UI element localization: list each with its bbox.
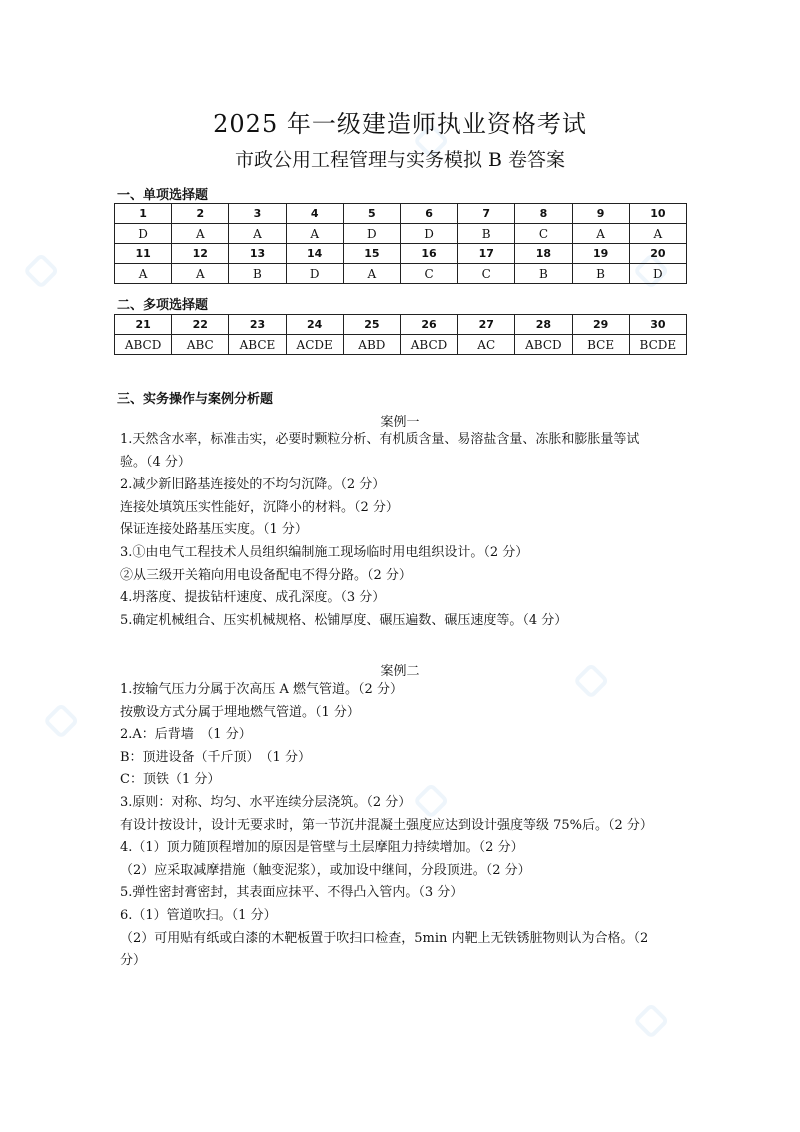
- table-row: [115, 224, 687, 244]
- question-number: 5: [343, 204, 400, 224]
- case2-answers: [120, 679, 690, 973]
- question-number: 20: [629, 244, 686, 264]
- answer-line: C：顶铁（1 分）: [120, 772, 221, 788]
- answer-cell: A: [172, 264, 229, 284]
- question-number: 9: [572, 204, 629, 224]
- answer-cell: A: [343, 264, 400, 284]
- case2-title: 案例二: [380, 664, 420, 679]
- case1-title: 案例一: [380, 415, 420, 430]
- section-case-analysis: 三、实务操作与案例分析题: [117, 392, 274, 407]
- question-number: 26: [400, 315, 457, 335]
- table-row: [115, 204, 687, 224]
- answer-cell: B: [458, 224, 515, 244]
- answer-line: （2）可用贴有纸或白漆的木靶板置于吹扫口检查，5min 内靶上无铁锈脏物则认为合格。（2: [120, 930, 649, 946]
- multi-choice-table: [114, 314, 687, 355]
- question-number: 19: [572, 244, 629, 264]
- watermark-logo: [410, 32, 540, 162]
- answer-cell: D: [115, 224, 172, 244]
- case1-answers: [120, 429, 690, 632]
- question-number: 4: [286, 204, 343, 224]
- question-number: 23: [229, 315, 286, 335]
- answer-line: 有设计按设计，设计无要求时，第一节沉井混凝土强度应达到设计强度等级 75%后。（2 分）: [120, 817, 653, 833]
- question-number: 10: [629, 204, 686, 224]
- answer-line: 1.天然含水率，标准击实，必要时颗粒分析、有机质含量、易溶盐含量、冻胀和膨胀量等试: [120, 432, 640, 447]
- answer-line: 3.原则：对称、均匀、水平连续分层浇筑。（2 分）: [120, 794, 412, 810]
- table-row: [115, 335, 687, 355]
- answer-cell: D: [286, 264, 343, 284]
- answer-cell: B: [572, 264, 629, 284]
- answer-line: 2.A：后背墙 （1 分）: [120, 727, 252, 743]
- answer-cell: BCDE: [629, 335, 686, 355]
- answer-line: 3.①由电气工程技术人员组织编制施工现场临时用电组织设计。（2 分）: [120, 544, 529, 560]
- question-number: 6: [400, 204, 457, 224]
- section-multi-choice: 二、多项选择题: [117, 298, 209, 313]
- answer-cell: ABCD: [400, 335, 457, 355]
- answer-cell: A: [629, 224, 686, 244]
- answer-line: 4.坍落度、提拔钻杆速度、成孔深度。（3 分）: [120, 590, 386, 606]
- answer-line: 按敷设方式分属于埋地燃气管道。（1 分）: [120, 704, 360, 720]
- table-row: [115, 244, 687, 264]
- question-number: 1: [115, 204, 172, 224]
- single-choice-table: [114, 203, 687, 284]
- answer-line: B：顶进设备（千斤顶） （1 分）: [120, 749, 311, 765]
- answer-cell: C: [400, 264, 457, 284]
- answer-line: 验。（4 分）: [120, 454, 191, 470]
- question-number: 30: [629, 315, 686, 335]
- answer-cell: ABC: [172, 335, 229, 355]
- answer-line: 保证连接处路基压实度。（1 分）: [120, 522, 308, 538]
- question-number: 17: [458, 244, 515, 264]
- table-row: [115, 264, 687, 284]
- question-number: 27: [458, 315, 515, 335]
- question-number: 2: [172, 204, 229, 224]
- answer-cell: ABCD: [515, 335, 572, 355]
- answer-cell: BCE: [572, 335, 629, 355]
- answer-cell: B: [515, 264, 572, 284]
- answer-cell: A: [572, 224, 629, 244]
- question-number: 15: [343, 244, 400, 264]
- answer-line: 5.确定机械组合、压实机械规格、松铺厚度、碾压遍数、碾压速度等。（4 分）: [120, 612, 568, 628]
- answer-cell: B: [229, 264, 286, 284]
- answer-cell: ABCD: [115, 335, 172, 355]
- question-number: 21: [115, 315, 172, 335]
- question-number: 11: [115, 244, 172, 264]
- answer-line: 2.减少新旧路基连接处的不均匀沉降。（2 分）: [120, 477, 386, 493]
- answer-cell: ABCE: [229, 335, 286, 355]
- section-single-choice: 一、单项选择题: [117, 188, 209, 203]
- answer-cell: A: [229, 224, 286, 244]
- answer-line: ②从三级开关箱向用电设备配电不得分路。（2 分）: [120, 567, 412, 583]
- question-number: 22: [172, 315, 229, 335]
- question-number: 13: [229, 244, 286, 264]
- question-number: 24: [286, 315, 343, 335]
- question-number: 7: [458, 204, 515, 224]
- question-number: 16: [400, 244, 457, 264]
- answer-line: 1.按输气压力分属于次高压 A 燃气管道。（2 分）: [120, 682, 403, 697]
- table-row: [115, 315, 687, 335]
- answer-cell: D: [343, 224, 400, 244]
- answer-cell: C: [515, 224, 572, 244]
- answer-line: （2）应采取减摩措施（触变泥浆），或加设中继间，分段顶进。（2 分）: [120, 862, 531, 878]
- question-number: 18: [515, 244, 572, 264]
- answer-cell: A: [115, 264, 172, 284]
- question-number: 29: [572, 315, 629, 335]
- question-number: 14: [286, 244, 343, 264]
- answer-cell: C: [458, 264, 515, 284]
- answer-line: 5.弹性密封膏密封，其表面应抹平、不得凸入管内。（3 分）: [120, 885, 464, 901]
- question-number: 25: [343, 315, 400, 335]
- answer-line: 连接处填筑压实性能好，沉降小的材料。（2 分）: [120, 499, 399, 515]
- answer-cell: A: [286, 224, 343, 244]
- answer-cell: D: [400, 224, 457, 244]
- page-subtitle: 市政公用工程管理与实务模拟 B 卷答案: [234, 149, 566, 171]
- question-number: 28: [515, 315, 572, 335]
- answer-cell: AC: [458, 335, 515, 355]
- answer-cell: A: [172, 224, 229, 244]
- question-number: 12: [172, 244, 229, 264]
- answer-line: 分）: [120, 953, 147, 969]
- page-title: 2025 年一级建造师执业资格考试: [213, 110, 587, 138]
- answer-line: 4.（1）顶力随顶程增加的原因是管壁与土层摩阻力持续增加。（2 分）: [120, 840, 524, 856]
- question-number: 3: [229, 204, 286, 224]
- answer-cell: ACDE: [286, 335, 343, 355]
- answer-cell: ABD: [343, 335, 400, 355]
- answer-cell: D: [629, 264, 686, 284]
- answer-line: 6.（1）管道吹扫。（1 分）: [120, 907, 277, 923]
- question-number: 8: [515, 204, 572, 224]
